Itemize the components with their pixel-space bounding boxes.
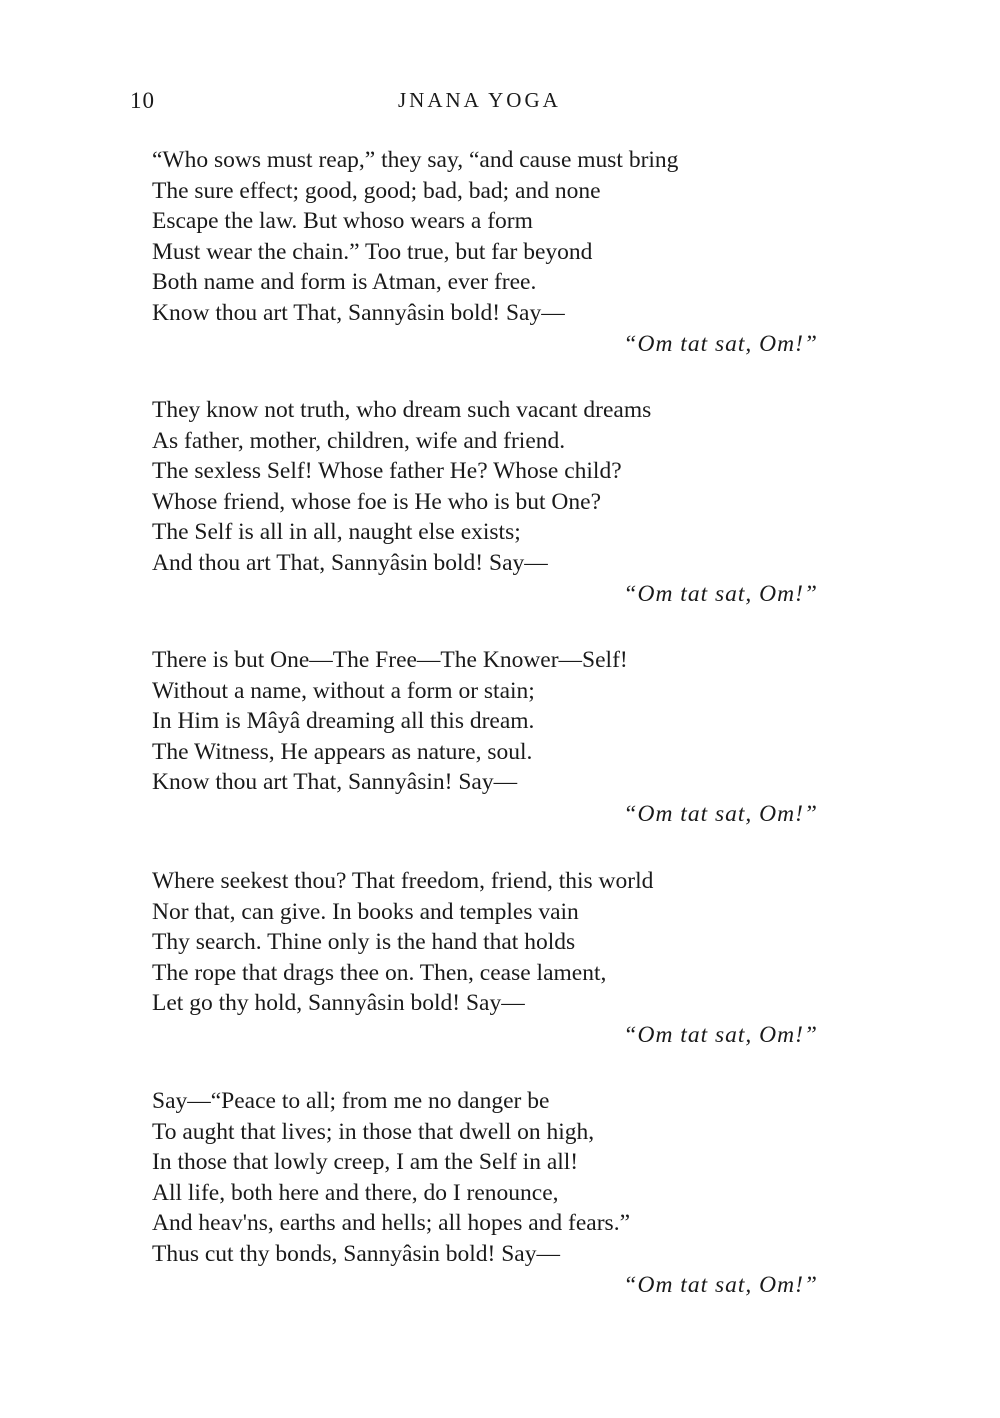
poem-line: Where seekest thou? That freedom, friend, this world <box>152 868 654 894</box>
running-title: JNANA YOGA <box>398 88 561 112</box>
stanza <box>152 1086 852 1301</box>
refrain: “Om tat sat, Om!” <box>623 1021 818 1048</box>
page-header <box>0 88 1000 124</box>
poem-line: Both name and form is Atman, ever free. <box>152 269 537 295</box>
poem-line: There is but One—The Free—The Knower—Self! <box>152 647 628 673</box>
poem-line: Escape the law. But whoso wears a form <box>152 208 533 234</box>
refrain: “Om tat sat, Om!” <box>623 800 818 827</box>
poem-line: Say—“Peace to all; from me no danger be <box>152 1088 550 1114</box>
stanza <box>152 645 852 830</box>
poem-line: The Self is all in all, naught else exists; <box>152 519 521 545</box>
poem-line: The rope that drags thee on. Then, cease lament, <box>152 959 607 986</box>
stanza <box>152 866 852 1051</box>
poem-line: Let go thy hold, Sannyâsin bold! Say— <box>152 990 525 1016</box>
poem-line: Without a name, without a form or stain; <box>152 677 535 704</box>
poem-line: The sexless Self! Whose father He? Whose child? <box>152 458 622 484</box>
poem-line: And heav'ns, earths and hells; all hopes and fears.” <box>152 1210 630 1236</box>
poem-line: Nor that, can give. In books and temples vain <box>152 898 579 925</box>
poem-line: All life, both here and there, do I renounce, <box>152 1179 559 1206</box>
poem-line: In those that lowly creep, I am the Self in all! <box>152 1149 579 1175</box>
stanza <box>152 395 852 610</box>
page-number: 10 <box>130 88 155 113</box>
poem-line: Must wear the chain.” Too true, but far beyond <box>152 238 593 265</box>
poem-line: The Witness, He appears as nature, soul. <box>152 738 533 765</box>
poem-line: Whose friend, whose foe is He who is but One? <box>152 488 602 515</box>
stanza <box>152 145 852 360</box>
refrain: “Om tat sat, Om!” <box>623 581 818 607</box>
poem-line: To aught that lives; in those that dwell on high, <box>152 1118 595 1145</box>
poem-line: Know thou art That, Sannyâsin! Say— <box>152 769 518 795</box>
poem-line: The sure effect; good, good; bad, bad; and none <box>152 177 601 204</box>
poem-line: They know not truth, who dream such vacant dreams <box>152 397 652 423</box>
refrain: “Om tat sat, Om!” <box>623 1272 818 1298</box>
poem-line: “Who sows must reap,” they say, “and cause must bring <box>152 147 679 173</box>
poem-line: And thou art That, Sannyâsin bold! Say— <box>152 549 548 576</box>
poem-line: As father, mother, children, wife and friend. <box>152 427 566 454</box>
poem-line: In Him is Mâyâ dreaming all this dream. <box>152 708 535 734</box>
poem-line: Know thou art That, Sannyâsin bold! Say— <box>152 299 565 326</box>
poem-line: Thy search. Thine only is the hand that holds <box>152 929 576 955</box>
poem-line: Thus cut thy bonds, Sannyâsin bold! Say— <box>152 1240 560 1267</box>
refrain: “Om tat sat, Om!” <box>623 331 818 357</box>
